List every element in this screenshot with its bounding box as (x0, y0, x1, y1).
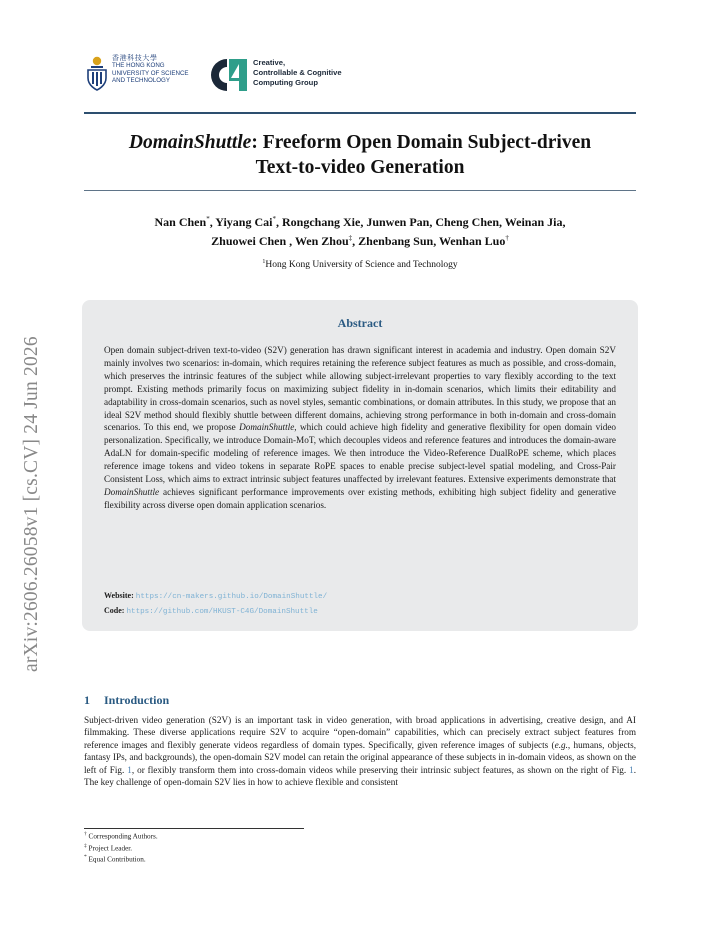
author-mark: * (206, 215, 210, 223)
author-mark: † (505, 234, 509, 242)
website-link[interactable]: https://cn-makers.github.io/DomainShuttle/ (135, 593, 328, 601)
title-line2: Text-to-video Generation (255, 157, 465, 178)
section-number: 1 (84, 693, 90, 707)
figure-ref-2[interactable]: 1 (629, 764, 634, 775)
figure-ref-1[interactable]: 1 (127, 764, 132, 775)
title-rule-bottom (84, 190, 636, 191)
section-title: Introduction (104, 693, 170, 707)
project-links (104, 589, 616, 619)
title-line1: : Freeform Open Domain Subject-driven (251, 132, 592, 153)
author-line-2: Zhuowei Chen , Wen Zhou‡, Zhenbang Sun, Wenhan Luo† (211, 234, 509, 248)
website-label: Website: (104, 591, 134, 600)
code-label: Code: (104, 606, 125, 615)
author-mark: * (272, 215, 276, 223)
affiliation-mark: 1 (262, 259, 266, 265)
hkust-wordmark: 香港科技大學 THE HONG KONG UNIVERSITY OF SCIENCE AND TECHNOLOGY (112, 55, 189, 84)
author-name: Rongchang Xie, Junwen Pan, Cheng Chen, Weinan Jia, (281, 215, 566, 229)
affiliation-text: Hong Kong University of Science and Technology (265, 260, 458, 271)
affiliation (84, 259, 636, 270)
author-name: Nan Chen (154, 215, 207, 229)
footnotes (84, 830, 158, 865)
title-method-name: DomainShuttle (128, 132, 252, 153)
footnote-rule (84, 828, 304, 829)
footnote: † Corresponding Authors. (84, 831, 158, 841)
section-heading (84, 693, 169, 708)
author-name: Zhenbang Sun, Wenhan Luo (358, 234, 506, 248)
author-list (84, 211, 636, 249)
abstract-text: Open domain subject-driven text-to-video (S2V) generation has drawn significant interest in academia and industry. Open domain S2V mainly involves two scenarios: in-domain, which requires retaining the reference subject features as much as possible, and cross-domain, which preserves the intrinsic features of the subject while allowing subject-irrelevant properties to vary flexibly according to the text prompt. Existing methods primarily focus on maximizing subject fidelity in in-domain scenarios, which limits their editability and adaptability in cross-domain scenarios, such as novel styles, semantic combinations, or domain attributes. In this study, we propose that an ideal S2V method should flexibly shuttle between different domains, achieving strong performance in both in-domain and cross-domain scenarios. To this end, we propose DomainShuttle, which could achieve high fidelity and generative flexibility for open domain video personalization. Specifically, we introduce Domain-MoT, which decouples videos and reference features and introduces the domain-aware AdaLN for domain-specific modeling of reference images. We then introduce the Video-Reference DualRoPE scheme, which places reference image tokens and video tokens in separate RoPE spaces to enable precise subject-level spatial modeling, and Cross-Pair Consistent Loss, which aims to extract intrinsic subject features unaffected by irrelevant features. Extensive experiments demonstrate that DomainShuttle achieves significant performance improvements over existing methods, exhibiting high subject fidelity and generative flexibility across diverse open domain application scenarios. (104, 345, 616, 510)
hkust-logo-icon (86, 56, 108, 92)
title-rule-top (84, 112, 636, 114)
c4-group-logo-icon (207, 56, 249, 94)
author-name: Zhuowei Chen , Wen Zhou (211, 234, 349, 248)
code-link[interactable]: https://github.com/HKUST-C4G/DomainShuttle (126, 608, 318, 616)
footnote: ‡ Project Leader. (84, 842, 133, 852)
author-name: Yiyang Cai (215, 215, 273, 229)
footnote: * Equal Contribution. (84, 854, 146, 864)
paper-title (84, 130, 636, 180)
arxiv-stamp (18, 262, 46, 672)
abstract-box (82, 300, 638, 631)
author-line-1: Nan Chen*, Yiyang Cai*, Rongchang Xie, Junwen Pan, Cheng Chen, Weinan Jia, (154, 215, 566, 229)
arxiv-id: arXiv:2606.26058v1 [cs.CV] 24 Jun 2026 (21, 336, 42, 672)
intro-paragraph: Subject-driven video generation (S2V) is an important task in video generation, with broad applications in advertising, creative design, and AI filmmaking. These diverse applications require S2V to acquire “open-domain” capabilities, which can precisely extract subject features from reference images and flexibly generate videos regardless of domain types. Specifically, given reference images of subjects (e.g., humans, objects, fantasy IPs, and backgrounds), the open-domain S2V model can retain the original appearance of these subjects in in-domain videos, as shown on the left of Fig. 1, or flexibly transform them into cross-domain videos while preserving their intrinsic subject features, as shown on the right of Fig. 1. The key challenge of open-domain S2V lies in how to achieve flexible and consistent (84, 715, 636, 788)
abstract-heading: Abstract (337, 316, 383, 330)
header-logos (86, 54, 406, 98)
c4-group-wordmark: Creative, Controllable & Cognitive Computing Group (253, 58, 342, 87)
author-mark: ‡ (348, 234, 353, 242)
